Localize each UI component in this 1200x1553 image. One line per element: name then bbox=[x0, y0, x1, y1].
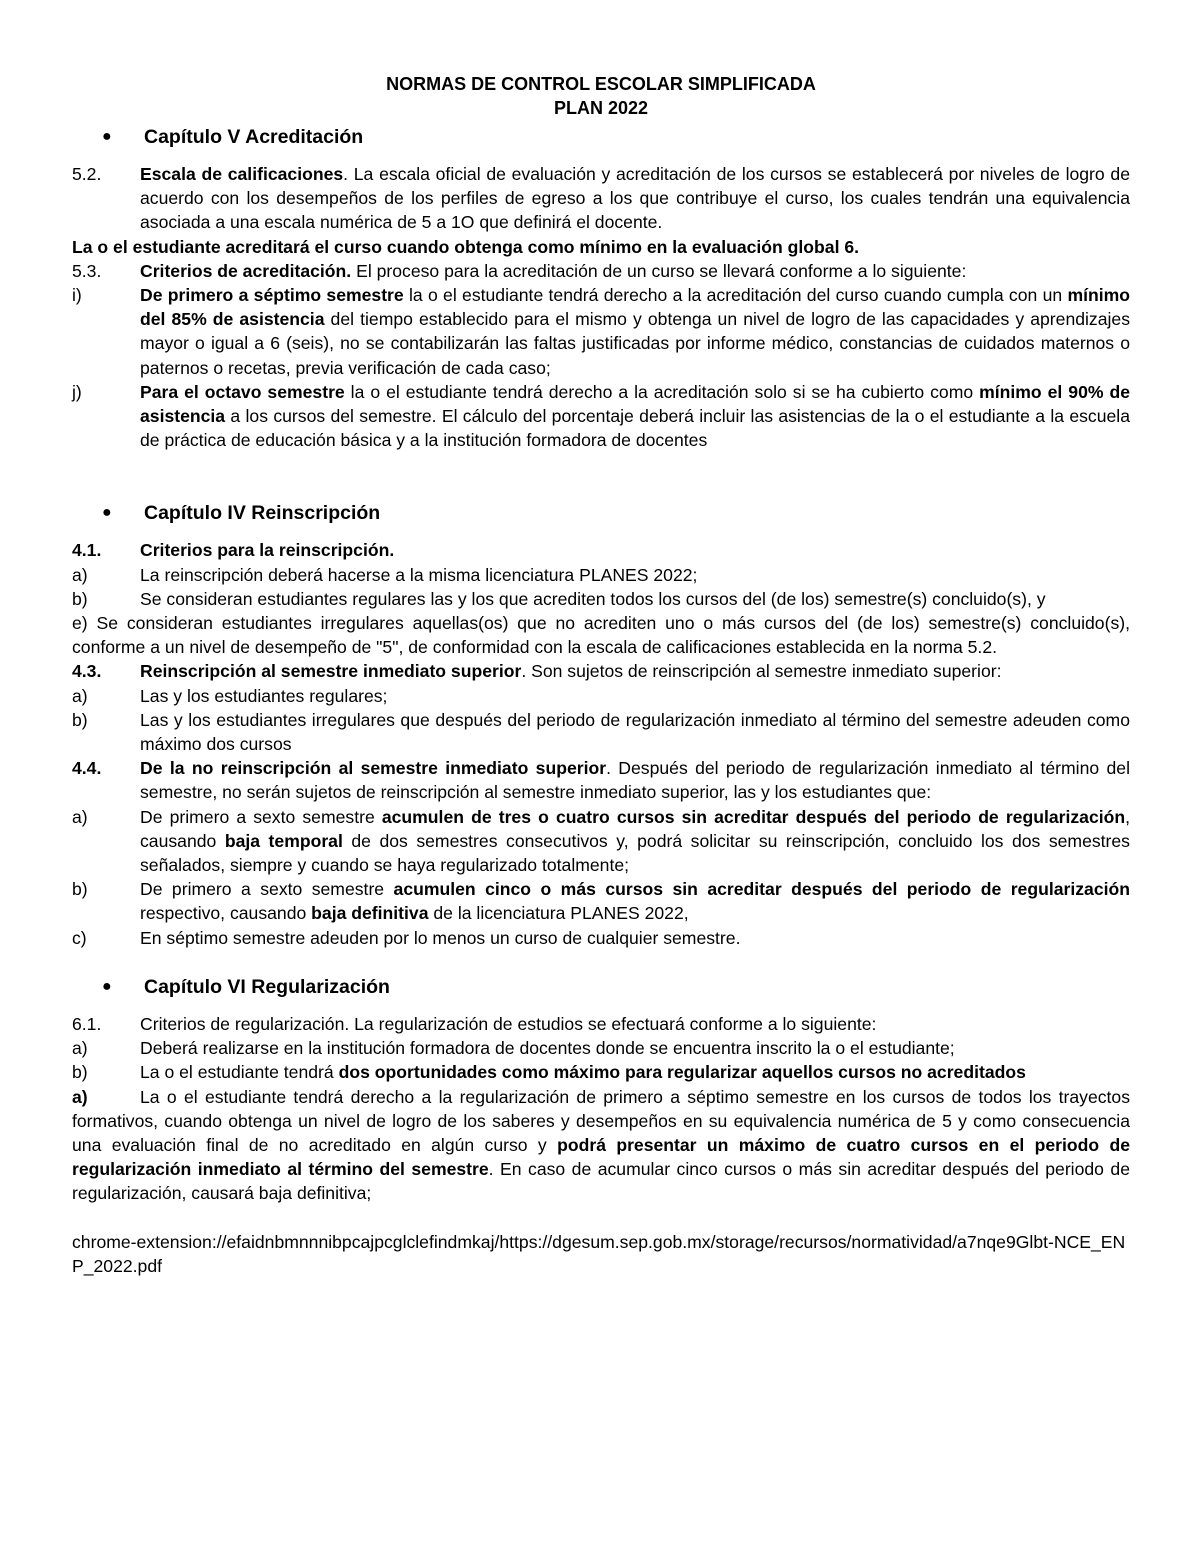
item-a: a) La reinscripción deberá hacerse a la misma licenciatura PLANES 2022; bbox=[72, 564, 698, 585]
bullet-icon: ● bbox=[102, 504, 112, 522]
norm-4-3: 4.3. Reinscripción al semestre inmediato superior. Son sujetos de reinscripción al semestre inmediato superior: bbox=[72, 659, 1130, 683]
chapter-v-title: Capítulo V Acreditación bbox=[144, 126, 364, 148]
chapter-iv-heading bbox=[72, 500, 1130, 526]
norm-title: Criterios de acreditación. bbox=[140, 260, 352, 281]
norm-title: Escala de calificaciones bbox=[140, 164, 344, 184]
item-e: e) Se consideran estudiantes irregulares aquellas(os) que no acrediten uno o más cursos del (de los) semestre(s) concluido(s), conforme a un nivel de desempeño de "5", de conformidad con la escala de calificaciones establecida en la norma 5.2. bbox=[72, 613, 1130, 658]
bold-statement: La o el estudiante acreditará el curso cuando obtenga como mínimo en la evaluación global 6. bbox=[72, 236, 860, 257]
bullet-icon: ● bbox=[102, 977, 112, 995]
item-marker: j) bbox=[72, 381, 82, 402]
item-i: i) De primero a séptimo semestre la o el estudiante tendrá derecho a la acreditación del curso cuando cumpla con un mínimo del 85% de asistencia del tiempo establecido para el mismo y obtenga un nivel de logro de las capacidades y aprendizajes mayor o igual a 6 (seis), no se contabilizarán las faltas justificadas por informe médico, constancias de cuidados maternos o paternos o recetas, previa verificación de cada caso; bbox=[72, 283, 1130, 380]
norm-number: 4.3. bbox=[72, 661, 102, 682]
item-b: b) De primero a sexto semestre acumulen cinco o más cursos sin acreditar después del periodo de regularización respectivo, causando baja definitiva de la licenciatura PLANES 2022, bbox=[72, 879, 1130, 924]
norm-number: 4.1. bbox=[72, 540, 102, 561]
item-j: j) Para el octavo semestre la o el estudiante tendrá derecho a la acreditación solo si se ha cubierto como mínimo el 90% de asistencia a los cursos del semestre. El cálculo del porcentaje deberá incluir las asistencias de la o el estudiante a la escuela de práctica de educación básica y a la institución formadora de docentes bbox=[72, 380, 1130, 453]
norm-4-4: 4.4. De la no reinscripción al semestre inmediato superior. Después del periodo de regularización inmediato al término del semestre, no serán sujetos de reinscripción al semestre inmediato superior, las y los estudiantes que: bbox=[72, 756, 1130, 804]
norm-6-1: 6.1. Criterios de regularización. La regularización de estudios se efectuará conforme a lo siguiente: bbox=[72, 1012, 1130, 1036]
title-line-1: NORMAS DE CONTROL ESCOLAR SIMPLIFICADA bbox=[386, 74, 816, 94]
bullet-icon: ● bbox=[102, 128, 112, 145]
source-url: chrome-extension://efaidnbmnnnibpcajpcglclefindmkaj/https://dgesum.sep.gob.mx/storage/recursos/normatividad/a7nqe9Glbt-NCE_ENP_2022.pdf bbox=[72, 1231, 1126, 1276]
item-a: a) Deberá realizarse en la institución formadora de docentes donde se encuentra inscrito la o el estudiante; bbox=[72, 1038, 955, 1059]
norm-4-1 bbox=[72, 538, 1130, 562]
item-b: b) Las y los estudiantes irregulares que después del periodo de regularización inmediato al término del semestre adeuden como máximo dos cursos bbox=[72, 709, 1130, 755]
chapter-vi-title: Capítulo VI Regularización bbox=[144, 975, 390, 998]
item-a: a) De primero a sexto semestre acumulen de tres o cuatro cursos sin acreditar después del periodo de regularización, causando baja temporal de dos semestres consecutivos y, podrá solicitar su reinscripción, concluido los dos semestres señalados, siempre y cuando se haya regularizado totalmente; bbox=[72, 806, 1130, 876]
item-a: a) Las y los estudiantes regulares; bbox=[72, 685, 388, 706]
item-b: b) Se consideran estudiantes regulares las y los que acrediten todos los cursos del (de los) semestre(s) concluido(s), y bbox=[72, 588, 1046, 609]
title-line-2: PLAN 2022 bbox=[553, 98, 649, 118]
norm-number: 5.2. bbox=[72, 164, 102, 184]
norm-text: . La escala oficial de evaluación y acreditación de los cursos se establecerá por niveles de logro de acuerdo con los desempeños de los perfiles de egreso a los que contribuye el curso, los cuales tendrán una equivalencia asociada a una escala numérica de 5 a 1O que definirá el docente. bbox=[140, 164, 1130, 233]
norm-number: 4.4. bbox=[72, 758, 102, 779]
norm-number: 6.1. bbox=[72, 1013, 102, 1034]
norm-text: El proceso para la acreditación de un curso se llevará conforme a lo siguiente: bbox=[351, 260, 967, 281]
norm-5-2 bbox=[72, 162, 1130, 235]
item-b: b) La o el estudiante tendrá dos oportunidades como máximo para regularizar aquellos cursos no acreditados bbox=[72, 1062, 1026, 1083]
norm-number: 5.3. bbox=[72, 260, 102, 281]
chapter-vi-heading bbox=[72, 974, 1130, 1000]
item-c: c) En séptimo semestre adeuden por lo menos un curso de cualquier semestre. bbox=[72, 927, 741, 948]
chapter-iv-title: Capítulo IV Reinscripción bbox=[144, 502, 381, 525]
chapter-v-heading bbox=[72, 124, 1130, 150]
document-title bbox=[72, 72, 1130, 120]
document-page bbox=[72, 72, 1130, 1278]
norm-5-3 bbox=[72, 259, 1130, 283]
item-marker: i) bbox=[72, 285, 82, 306]
norm-title: Criterios para la reinscripción. bbox=[140, 540, 395, 561]
item-a-regularizacion: a) La o el estudiante tendrá derecho a la regularización de primero a séptimo semestre en los cursos de todos los trayectos formativos, cuando obtenga un nivel de logro de los saberes y desempeños en su equivalencia numérica de 5 y como consecuencia una evaluación final de no acreditado en algún curso y podrá presentar un máximo de cuatro cursos en el periodo de regularización inmediato al término del semestre. En caso de acumular cinco cursos o más sin acreditar después del periodo de regularización, causará baja definitiva; bbox=[72, 1086, 1131, 1204]
